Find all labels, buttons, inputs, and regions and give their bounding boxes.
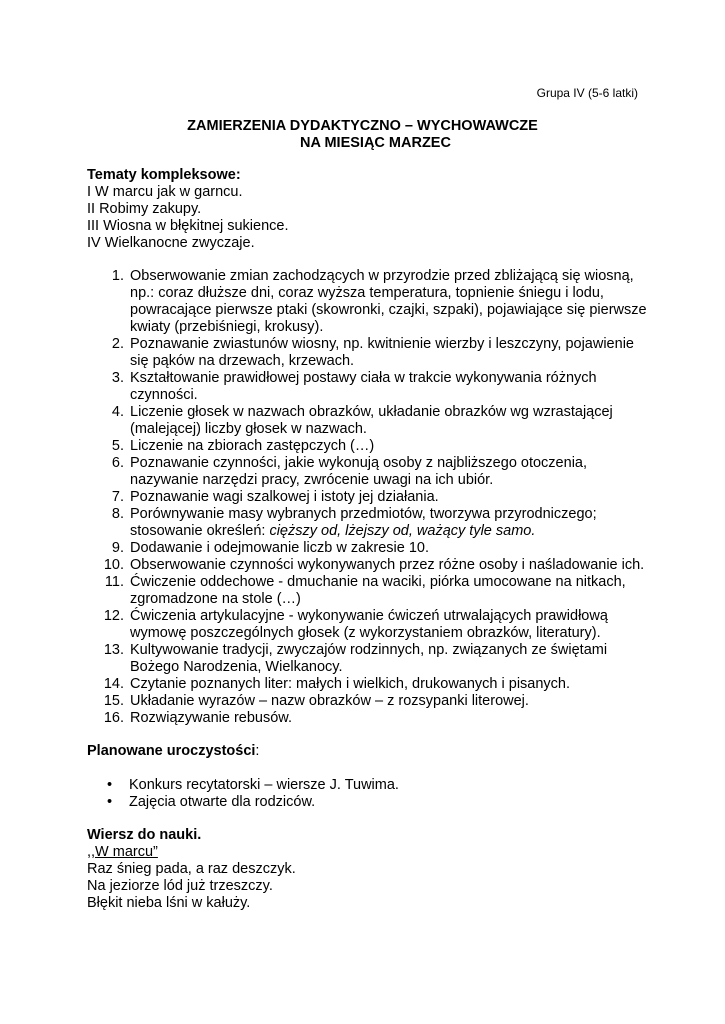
document-body <box>87 167 647 912</box>
objective-number: 1. <box>111 268 124 284</box>
poem-heading: Wiersz do nauki. <box>87 827 202 843</box>
objective-text: Obserwowanie czynności wykonywanych przez różne osoby i naśladowanie ich. <box>130 557 645 573</box>
objective-number: 10. <box>103 557 124 573</box>
objective-number: 11. <box>104 574 124 590</box>
title-line-1: ZAMIERZENIA DYDAKTYCZNO – WYCHOWAWCZE <box>187 118 538 134</box>
objective-text: Obserwowanie zmian zachodzących w przyrodzie przed zbliżającą się wiosną, np.: coraz dłuższe dni, coraz wyższa temperatura, topnienie śniegu i lodu, powracające pierwsze ptaki (skowronki, czajki, szpaki), pojawiające się pierwsze kwiaty (przebiśniegi, krokusy). <box>130 268 647 335</box>
objective-item <box>87 642 647 676</box>
objective-text-italic: cięższy od, lżejszy od, ważący tyle samo. <box>269 523 536 539</box>
topic-item: III Wiosna w błękitnej sukience. <box>87 218 289 234</box>
objective-number: 13. <box>103 642 124 658</box>
celebration-text: Konkurs recytatorski – wiersze J. Tuwima. <box>129 777 399 793</box>
topics-heading: Tematy kompleksowe: <box>87 167 241 183</box>
objective-number: 4. <box>111 404 124 420</box>
poem-line: Na jeziorze lód już trzeszczy. <box>87 878 273 894</box>
objective-text: Ćwiczenia artykulacyjne - wykonywanie ćwiczeń utrwalających prawidłową wymowę poszczególnych głosek (z wykorzystaniem obrazków, literatury). <box>130 608 608 641</box>
objective-number: 5. <box>111 438 124 454</box>
objective-number: 16. <box>103 710 124 726</box>
objective-item <box>87 608 647 642</box>
objectives-list <box>87 268 647 727</box>
objective-text: Rozwiązywanie rebusów. <box>130 710 292 726</box>
poem-title: ,,W marcu” <box>87 844 158 860</box>
celebration-item <box>87 777 647 794</box>
objective-number: 15. <box>103 693 124 709</box>
objective-item <box>87 268 647 336</box>
objective-item <box>87 370 647 404</box>
objective-item <box>87 455 647 489</box>
topic-item: II Robimy zakupy. <box>87 201 202 217</box>
celebration-text: Zajęcia otwarte dla rodziców. <box>129 794 316 810</box>
objective-item <box>87 438 647 455</box>
objective-item <box>87 557 647 574</box>
group-label: Grupa IV (5-6 latki) <box>536 86 638 100</box>
document-title <box>0 118 725 152</box>
objective-number: 2. <box>111 336 124 352</box>
objective-text: Kształtowanie prawidłowej postawy ciała w trakcie wykonywania różnych czynności. <box>130 370 597 403</box>
celebrations-heading-colon: : <box>255 743 260 759</box>
bullet-icon: • <box>107 794 113 810</box>
objective-number: 8. <box>111 506 124 522</box>
objective-number: 6. <box>111 455 124 471</box>
objective-item <box>87 489 647 506</box>
objective-text <box>130 506 647 540</box>
objective-item <box>87 336 647 370</box>
objective-item <box>87 710 647 727</box>
objective-text: Dodawanie i odejmowanie liczb w zakresie 10. <box>130 540 430 556</box>
celebrations-list <box>87 777 647 811</box>
title-line-2: NA MIESIĄC MARZEC <box>300 135 451 151</box>
objective-number: 3. <box>111 370 124 386</box>
bullet-icon: • <box>107 777 113 793</box>
objective-item <box>87 404 647 438</box>
objective-item <box>87 506 647 540</box>
objective-item <box>87 540 647 557</box>
topics-list <box>87 184 647 252</box>
objective-number: 14. <box>103 676 124 692</box>
objective-text: Poznawanie wagi szalkowej i istoty jej działania. <box>130 489 439 505</box>
objective-text: Poznawanie zwiastunów wiosny, np. kwitnienie wierzby i leszczyny, pojawienie się pąków na drzewach, krzewach. <box>130 336 634 369</box>
objective-item <box>87 676 647 693</box>
objective-text: Ćwiczenie oddechowe - dmuchanie na waciki, piórka umocowane na nitkach, zgromadzone na stole (…) <box>130 574 626 607</box>
celebrations-heading-row <box>87 743 647 760</box>
objective-text: Liczenie na zbiorach zastępczych (…) <box>130 438 375 454</box>
poem-line: Błękit nieba lśni w kałuży. <box>87 895 251 911</box>
objective-item <box>87 574 647 608</box>
objective-text: Czytanie poznanych liter: małych i wielkich, drukowanych i pisanych. <box>130 676 571 692</box>
topic-item: IV Wielkanocne zwyczaje. <box>87 235 255 251</box>
objective-number: 7. <box>111 489 124 505</box>
objective-text: Układanie wyrazów – nazw obrazków – z rozsypanki literowej. <box>130 693 529 709</box>
objective-text: Kultywowanie tradycji, zwyczajów rodzinnych, np. związanych ze świętami Bożego Narodzenia, Wielkanocy. <box>130 642 608 675</box>
poem-line: Raz śnieg pada, a raz deszczyk. <box>87 861 296 877</box>
celebrations-heading: Planowane uroczystości <box>87 743 256 759</box>
topic-item: I W marcu jak w garncu. <box>87 184 243 200</box>
objective-number: 9. <box>111 540 124 556</box>
objective-text: Liczenie głosek w nazwach obrazków, układanie obrazków wg wzrastającej (malejącej) liczby głosek w nazwach. <box>130 404 613 437</box>
objective-text: Poznawanie czynności, jakie wykonują osoby z najbliższego otoczenia, nazywanie narzędzi pracy, zwrócenie uwagi na ich ubiór. <box>130 455 588 488</box>
objective-number: 12. <box>103 608 124 624</box>
objective-text-plain: Porównywanie masy wybranych przedmiotów, tworzywa przyrodniczego; stosowanie określeń: <box>130 506 597 539</box>
objective-item <box>87 693 647 710</box>
celebration-item <box>87 794 647 811</box>
